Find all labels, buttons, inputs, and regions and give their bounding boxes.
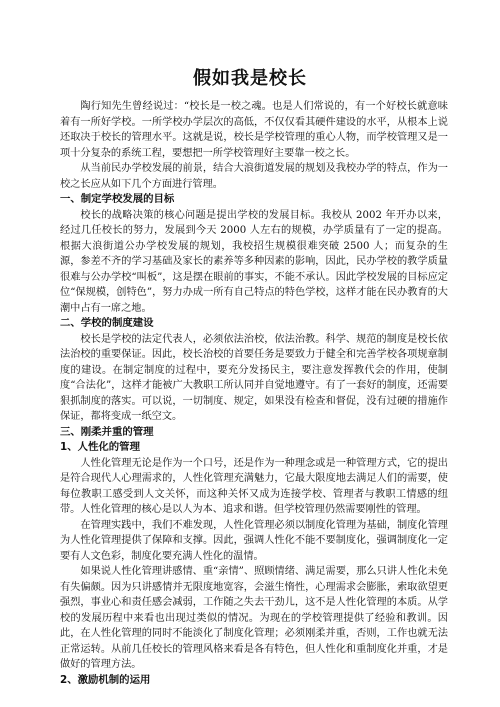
section-heading-2: 二、学校的制度建设: [60, 317, 154, 329]
subsection-heading-2: 2、激励机制的运用: [60, 673, 151, 686]
subsection-1-paragraph-2: 在管理实践中，我们不难发现，人性化管理必须以制度化管理为基础，制度化管理为人性化管理提供了保障和支撑。因此，强调人性化不能不要制度化，强调制度化一定要有人文色彩，制度化要充满人性化的温情。: [60, 519, 448, 562]
subsection-heading-1: 1、人性化的管理: [60, 441, 140, 453]
intro-paragraph: 陶行知先生曾经说过：“校长是一校之魂。也是人们常说的，有一个好校长就意味着有一所好学校。一所学校办学层次的高低，不仅仅看其硬件建设的水平，从根本上说还取决于校长的管理水平。这就是说，校长是学校管理的重心人物，而学校管理又是一项十分复杂的系统工程，要想把一所学校管理好主要靠一校之长。: [60, 101, 448, 159]
subsection-1-paragraph-1: 人性化管理无论是作为一个口号，还是作为一种理念或是一种管理方式，它的提出是符合现代人心理需求的，人性化管理充满魅力，它最大限度地去满足人们的需要，使每位教职工感受到人文关怀，而这种关怀又成为连接学校、管理者与教职工情感的纽带。人性化管理的核心是以人为本、追求和谐。但学校管理仍然需要刚性的管理。: [60, 457, 448, 515]
section-2-paragraph: 校长是学校的法定代表人，必须依法治校，依法治教。科学、规范的制度是校长依法治校的重要保证。因此，校长治校的首要任务是要致力于健全和完善学校各项规章制度的建设。在制定制度的过程中，要充分发扬民主，要注意发挥教代会的作用，使制度“合法化”，这样才能被广大教职工所认同并自觉地遵守。有了一套好的制度，还需要狠抓制度的落实。可以说，一切制度、规定，如果没有检查和督促，没有过硬的措施作保证，都将变成一纸空文。: [60, 333, 448, 422]
document-body: [60, 99, 448, 688]
section-heading-1: 一、制定学校发展的目标: [60, 193, 175, 205]
intro-paragraph-2: 从当前民办学校发展的前景，结合大浪街道发展的规划及我校办学的特点，作为一校之长应从如下几个方面进行管理。: [60, 163, 448, 190]
subsection-1-paragraph-3: 如果说人性化管理讲感情、重“亲情”、照顾情绪、满足需要，那么只讲人性化未免有失偏颇。因为只讲感情并无限度地宽容，会滋生惰性，心理需求会膨胀，索取欲望更强烈，事业心和责任感会减弱，工作随之失去干劲儿，这不是人性化管理的本质。从学校的发展历程中来看也出现过类似的情况。为现在的学校管理提供了经验和教训。因此，在人性化管理的同时不能淡化了制度化管理；必须刚柔并重，否则，工作也就无法正常运转。从前几任校长的管理风格来看是各有特色，但人性化和重制度化并重，才是做好的管理方法。: [60, 566, 448, 670]
page-title: 假如我是校长: [193, 68, 307, 89]
section-heading-3: 三、刚柔并重的管理: [60, 425, 154, 438]
section-1-paragraph: 校长的战略决策的核心问题是提出学校的发展目标。我校从 2002 年开办以来，经过几任校长的努力，发展到今天 2000 人左右的规模，办学质量有了一定的提高。根据大浪街道公办学校发展的规划，我校招生规模很难突破 2500 人；而复杂的生源，参差不齐的学习基础及家长的素养等多种因素的影响，因此，民办学校的教学质量很难与公办学校“叫板”，这是摆在眼前的事实，不能不承认。因此学校发展的目标应定位“保规模，创特色”，努力办成一所有自己特点的特色学校，这样才能在民办教育的大潮中占有一席之地。: [60, 209, 448, 314]
